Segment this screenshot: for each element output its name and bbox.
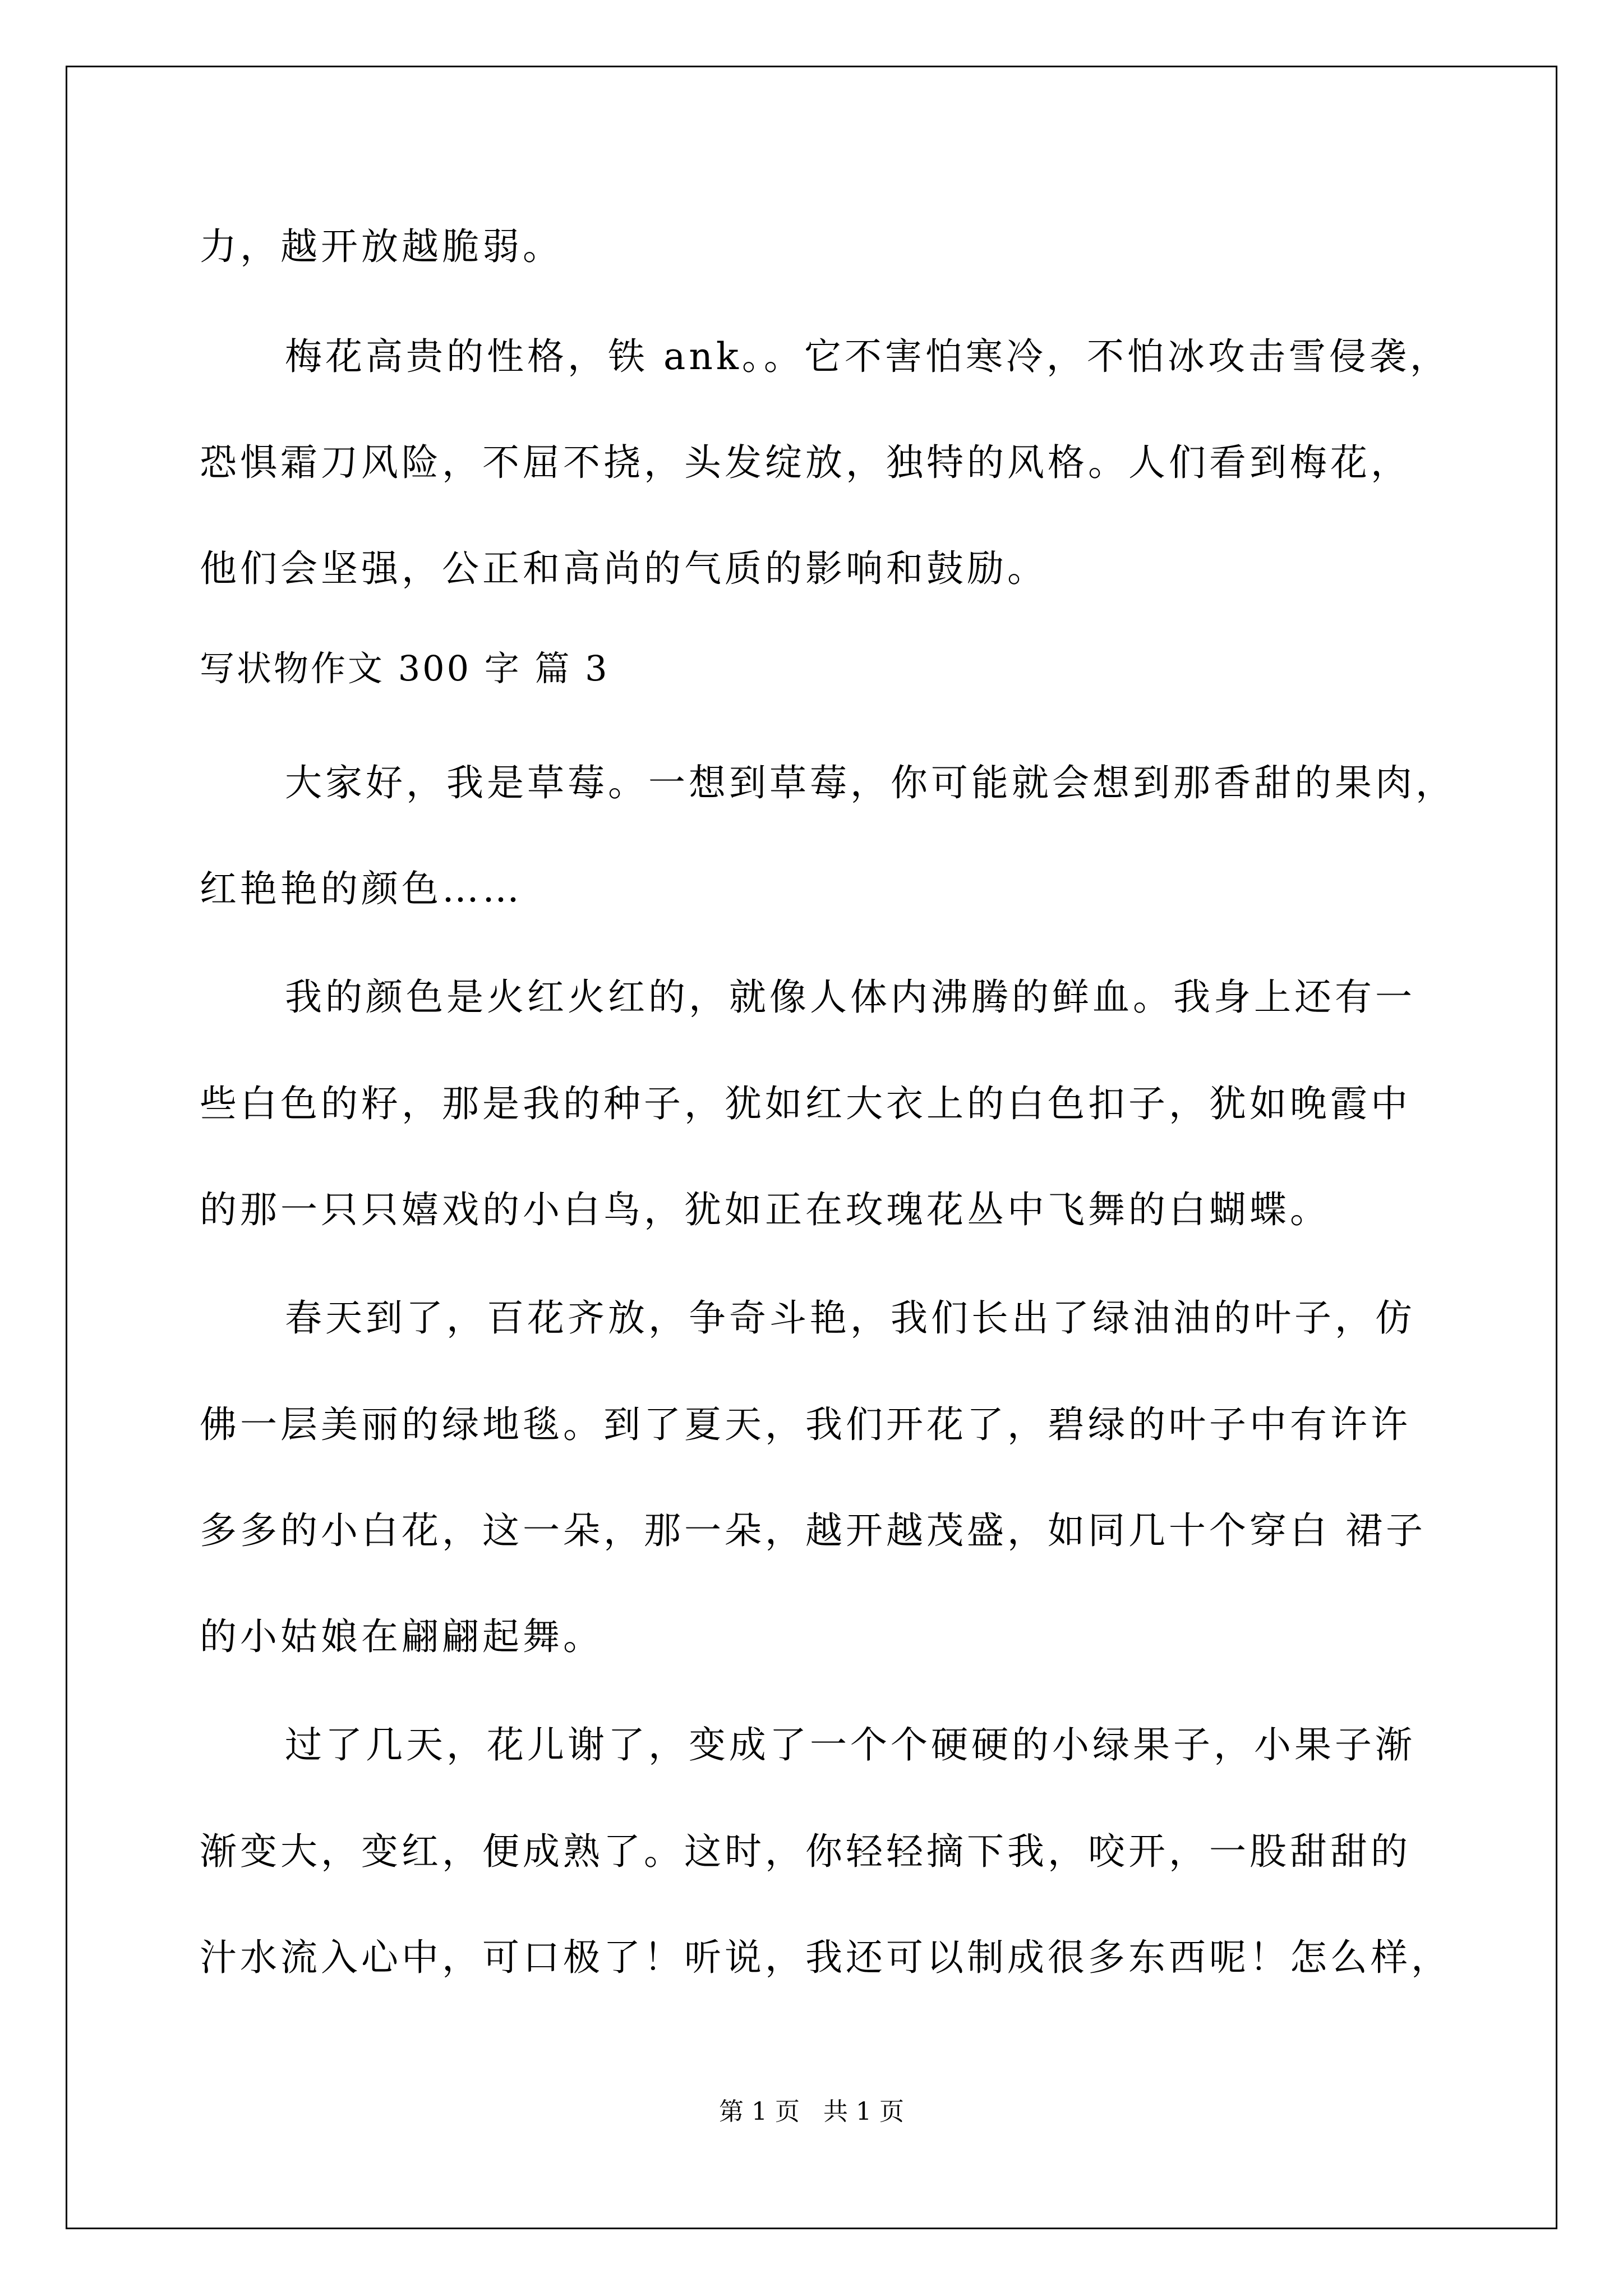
paragraph-start: 我的颜色是火红火红的，就像人体内沸腾的鲜血。我身上还有一 — [285, 976, 1415, 1019]
page-border — [66, 66, 1557, 2229]
text-line: 他们会坚强，公正和高尚的气质的影响和鼓励。 — [200, 547, 1048, 590]
text-line: 力，越开放越脆弱。 — [200, 225, 563, 268]
paragraph-start: 大家好，我是草莓。一想到草莓，你可能就会想到那香甜的果肉， — [285, 761, 1456, 804]
paragraph-start: 过了几天，花儿谢了，变成了一个个硬硬的小绿果子，小果子渐 — [285, 1723, 1415, 1766]
text-line: 渐变大，变红，便成熟了。这时，你轻轻摘下我，咬开，一股甜甜的 — [200, 1830, 1411, 1873]
text-line: 佛一层美丽的绿地毯。到了夏天，我们开花了，碧绿的叶子中有许许 — [200, 1403, 1411, 1446]
text-line: 红艳艳的颜色…… — [200, 867, 523, 910]
text-line: 些白色的籽，那是我的种子，犹如红大衣上的白色扣子，犹如晚霞中 — [200, 1082, 1411, 1125]
text-line: 汁水流入心中，可口极了！听说，我还可以制成很多东西呢！怎么样， — [200, 1936, 1451, 1979]
text-line: 的小姑娘在翩翩起舞。 — [200, 1615, 603, 1658]
section-heading: 写状物作文 300 字 篇 3 — [200, 648, 610, 689]
text-line: 恐惧霜刀风险，不屈不挠，头发绽放，独特的风格。人们看到梅花， — [200, 441, 1411, 484]
paragraph-start: 梅花高贵的性格，铁 ank。。它不害怕寒冷，不怕冰攻击雪侵袭， — [285, 335, 1450, 378]
text-line: 多多的小白花，这一朵，那一朵，越开越茂盛，如同几十个穿白 裙子 — [200, 1509, 1426, 1552]
page-footer: 第 1 页 共 1 页 — [719, 2097, 904, 2126]
text-line: 的那一只只嬉戏的小白鸟，犹如正在玫瑰花丛中飞舞的白蝴蝶。 — [200, 1188, 1330, 1231]
paragraph-start: 春天到了，百花齐放，争奇斗艳，我们长出了绿油油的叶子，仿 — [285, 1296, 1415, 1340]
